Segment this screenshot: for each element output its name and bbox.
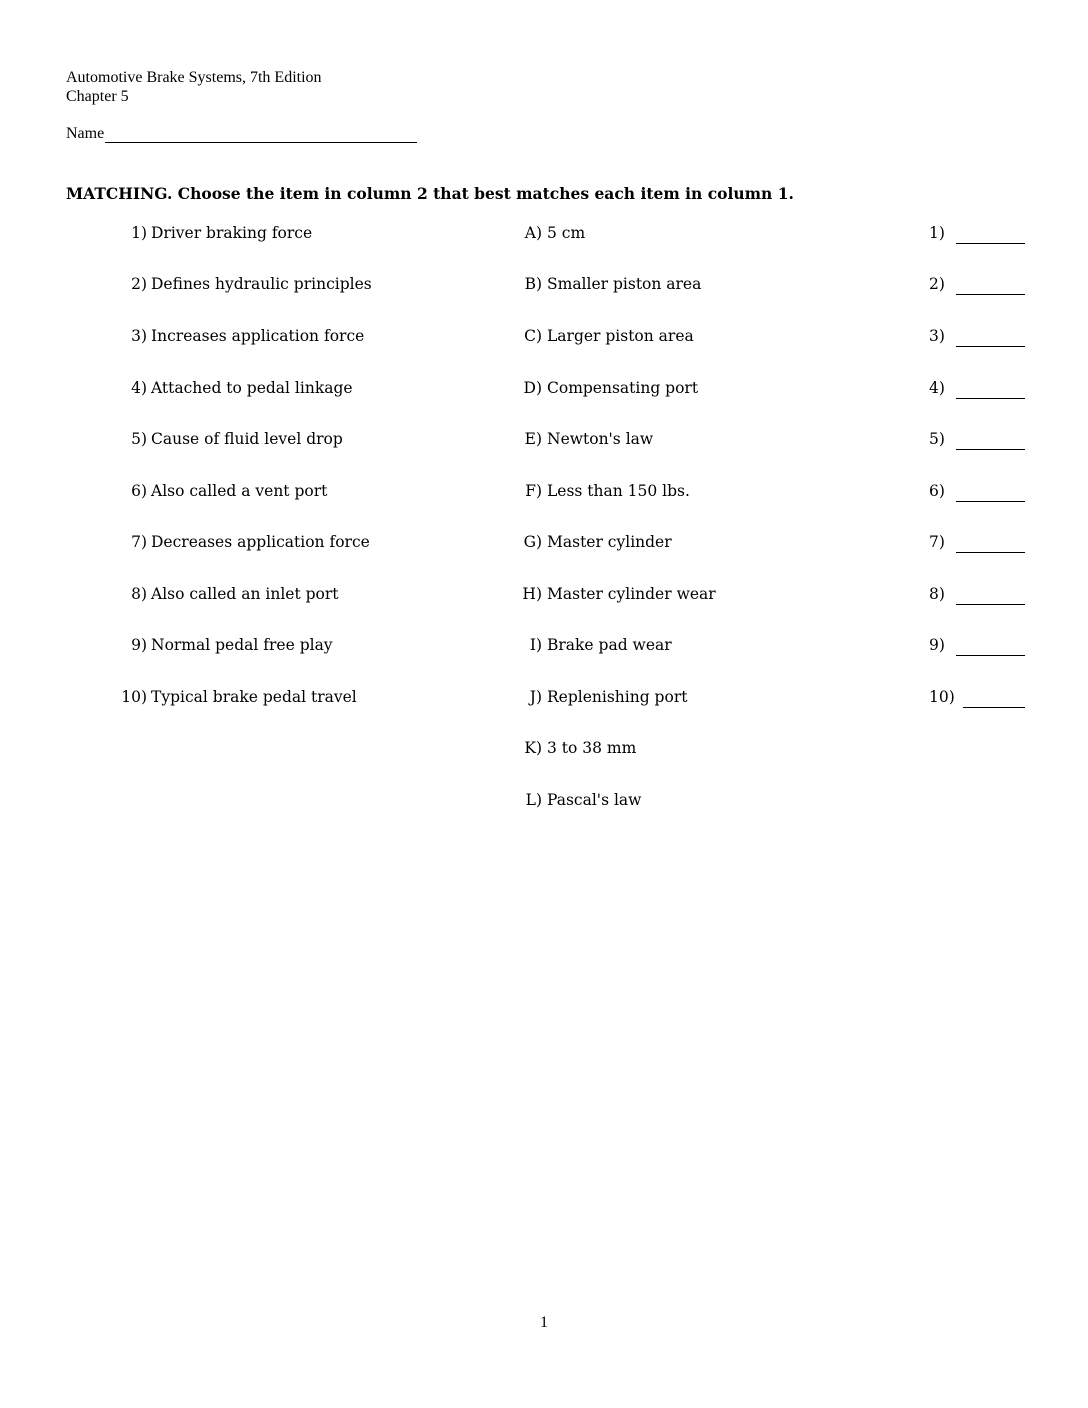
column2-letter: L) [525,791,542,809]
column1-text: Typical brake pedal travel [151,688,357,706]
answer-blank[interactable] [956,380,1025,399]
answer-blank[interactable] [956,483,1025,502]
column1-number: 8) [131,585,147,603]
answer-label: 3) [929,327,945,345]
answer-label: 5) [929,430,945,448]
column1-text: Attached to pedal linkage [151,379,353,397]
answer-blank[interactable] [956,431,1025,450]
name-row [66,124,417,143]
column2-item [516,585,716,603]
column2-text: Pascal's law [547,791,642,809]
column1-item [117,275,372,293]
answer-label: 9) [929,636,945,654]
answer-label: 4) [929,379,945,397]
column2-text: Larger piston area [547,327,694,345]
answer-blank[interactable] [956,637,1025,656]
column2-letter: K) [524,739,542,757]
answer-blank[interactable] [956,328,1025,347]
column2-item [516,482,690,500]
column1-number: 7) [131,533,147,551]
column1-text: Normal pedal free play [151,636,333,654]
column2-letter: J) [529,688,542,706]
name-label: Name [66,125,105,142]
column1-item [117,688,357,706]
column1-number: 5) [131,430,147,448]
column1-item [117,379,353,397]
column2-letter: A) [524,224,542,242]
column2-item [516,224,585,242]
column2-item [516,327,694,345]
column2-text: Master cylinder [547,533,672,551]
column1-item [117,327,364,345]
column1-item [117,636,333,654]
answer-blank[interactable] [956,225,1025,244]
column2-text: Smaller piston area [547,275,702,293]
column2-text: Brake pad wear [547,636,672,654]
column2-item [516,739,636,757]
column1-number: 10) [121,688,147,706]
column2-text: 5 cm [547,224,586,242]
column1-item [117,224,312,242]
column2-letter: B) [524,275,542,293]
answer-label: 1) [929,224,945,242]
column1-item [117,533,370,551]
answer-blank[interactable] [956,534,1025,553]
answer-label: 6) [929,482,945,500]
column1-number: 4) [131,379,147,397]
answer-blank[interactable] [956,586,1025,605]
column1-number: 9) [131,636,147,654]
answer-label: 10) [929,688,955,706]
column2-item [516,275,701,293]
column2-letter: I) [529,636,542,654]
column2-item [516,379,698,397]
column2-letter: F) [525,482,542,500]
column1-text: Defines hydraulic principles [151,275,372,293]
column2-letter: D) [523,379,542,397]
name-blank[interactable] [105,124,417,143]
column1-text: Driver braking force [151,224,313,242]
column2-text: Compensating port [547,379,699,397]
column1-item [117,585,339,603]
column2-item [516,533,672,551]
column2-text: Newton's law [547,430,654,448]
column1-text: Also called a vent port [151,482,328,500]
column1-text: Decreases application force [151,533,370,551]
answer-label: 8) [929,585,945,603]
column1-number: 2) [131,275,147,293]
column2-item [516,688,687,706]
column2-item [516,791,641,809]
column1-number: 6) [131,482,147,500]
column2-letter: C) [524,327,542,345]
column1-item [117,430,343,448]
column2-text: Replenishing port [547,688,688,706]
column1-text: Also called an inlet port [151,585,339,603]
column2-letter: E) [524,430,542,448]
column1-text: Cause of fluid level drop [151,430,343,448]
column1-text: Increases application force [151,327,365,345]
column2-letter: H) [522,585,542,603]
column1-item [117,482,327,500]
column1-number: 3) [131,327,147,345]
column2-text: Master cylinder wear [547,585,716,603]
answer-blank[interactable] [963,689,1025,708]
column2-item [516,636,672,654]
book-title: Automotive Brake Systems, 7th Edition [66,69,322,86]
column2-letter: G) [523,533,542,551]
answer-label: 2) [929,275,945,293]
column2-text: Less than 150 lbs. [547,482,690,500]
column2-item [516,430,653,448]
answer-label: 7) [929,533,945,551]
instructions: MATCHING. Choose the item in column 2 that best matches each item in column 1. [66,184,794,203]
answer-blank[interactable] [956,276,1025,295]
page-number: 1 [540,1314,548,1331]
column1-number: 1) [131,224,147,242]
chapter-label: Chapter 5 [66,88,129,105]
column2-text: 3 to 38 mm [547,739,637,757]
